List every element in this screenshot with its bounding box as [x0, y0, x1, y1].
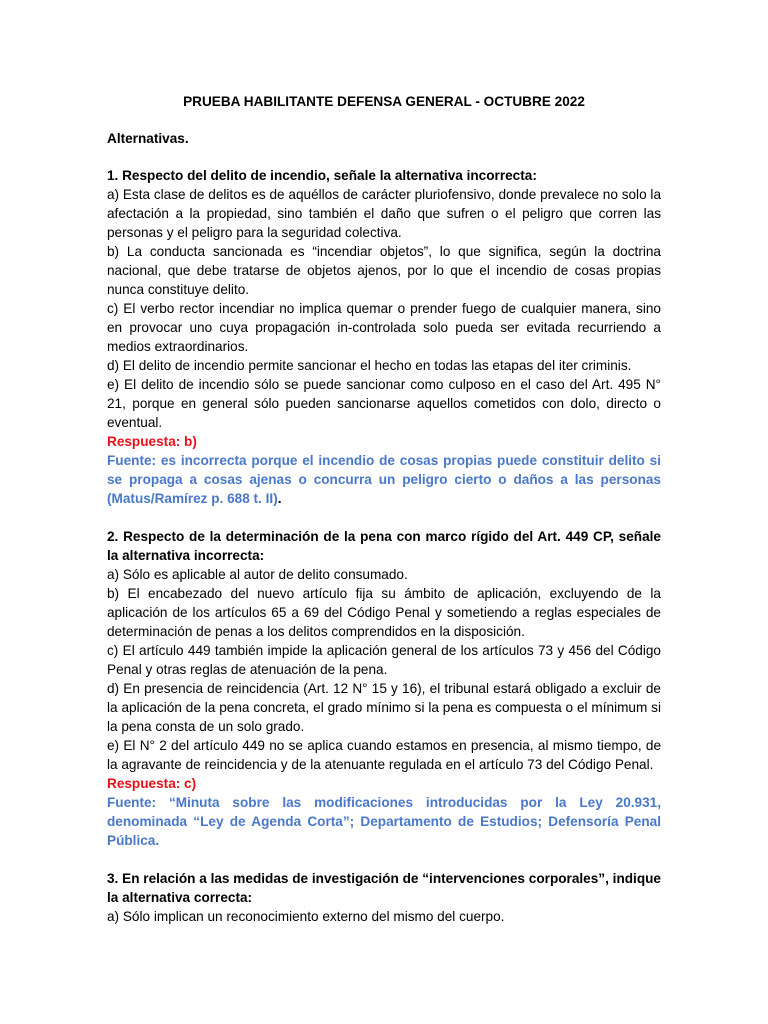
option-c: c) El verbo rector incendiar no implica quemar o prender fuego de cualquier manera, sino en provocar uno cuya propagación in-controlada solo pueda ser evitada recurriendo a medios extraordinarios. [107, 301, 661, 354]
source-note [107, 793, 661, 850]
question-2 [107, 527, 661, 850]
question-3 [107, 869, 661, 926]
source-text: Fuente: “Minuta sobre las modificaciones introducidas por la Ley 20.931, denominada “Ley de Agenda Corta”; Departamento de Estudios; Defensoría Penal Pública. [107, 795, 661, 848]
option-a: a) Sólo es aplicable al autor de delito consumado. [107, 567, 408, 582]
document-page [107, 92, 661, 945]
source-note [107, 451, 661, 508]
question-title: 3. En relación a las medidas de investigación de “intervenciones corporales”, indique la alternativa correcta: [107, 871, 661, 905]
option-a: a) Esta clase de delitos es de aquéllos de carácter pluriofensivo, donde prevalece no solo la afectación a la propiedad, sino también el daño que sufren o el peligro que corren las personas y el peligro para la seguridad colectiva. [107, 187, 661, 240]
option-e: e) El delito de incendio sólo se puede sancionar como culposo en el caso del Art. 495 N° 21, porque en general sólo pueden sancionarse aquellos cometidos con dolo, directo o eventual. [107, 377, 661, 430]
answer-label: Respuesta: b) [107, 434, 197, 449]
option-d: d) El delito de incendio permite sancionar el hecho en todas las etapas del iter criminis. [107, 358, 632, 373]
section-heading: Alternativas. [107, 131, 189, 146]
option-c: c) El artículo 449 también impide la aplicación general de los artículos 73 y 456 del Código Penal y otras reglas de atenuación de la pena. [107, 643, 661, 677]
document-title: PRUEBA HABILITANTE DEFENSA GENERAL - OCTUBRE 2022 [183, 94, 585, 109]
option-a: a) Sólo implican un reconocimiento externo del mismo del cuerpo. [107, 909, 505, 924]
option-b: b) La conducta sancionada es “incendiar objetos”, lo que significa, según la doctrina nacional, que debe tratarse de objetos ajenos, por lo que el incendio de cosas propias nunca constituye delito. [107, 244, 661, 297]
question-title: 2. Respecto de la determinación de la pena con marco rígido del Art. 449 CP, señale la alternativa incorrecta: [107, 529, 661, 563]
answer-label: Respuesta: c) [107, 776, 197, 791]
source-text: Fuente: es incorrecta porque el incendio de cosas propias puede constituir delito si se propaga a cosas ajenas o concurra un peligro cierto o daños a las personas (Matus/Ramírez p. 688 t. II) [107, 453, 661, 506]
source-tail: . [277, 491, 282, 506]
question-title: 1. Respecto del delito de incendio, señale la alternativa incorrecta: [107, 168, 537, 183]
option-b: b) El encabezado del nuevo artículo fija su ámbito de aplicación, excluyendo de la aplicación de los artículos 65 a 69 del Código Penal y sometiendo a reglas especiales de determinación de penas a los delitos comprendidos en la disposición. [107, 586, 661, 639]
question-1 [107, 166, 661, 508]
option-d: d) En presencia de reincidencia (Art. 12 N° 15 y 16), el tribunal estará obligado a excluir de la aplicación de la pena concreta, el grado mínimo si la pena es compuesta o el mínimum si la pena consta de un solo grado. [107, 681, 661, 734]
option-e: e) El N° 2 del artículo 449 no se aplica cuando estamos en presencia, al mismo tiempo, de la agravante de reincidencia y de la atenuante regulada en el artículo 73 del Código Penal. [107, 738, 661, 772]
